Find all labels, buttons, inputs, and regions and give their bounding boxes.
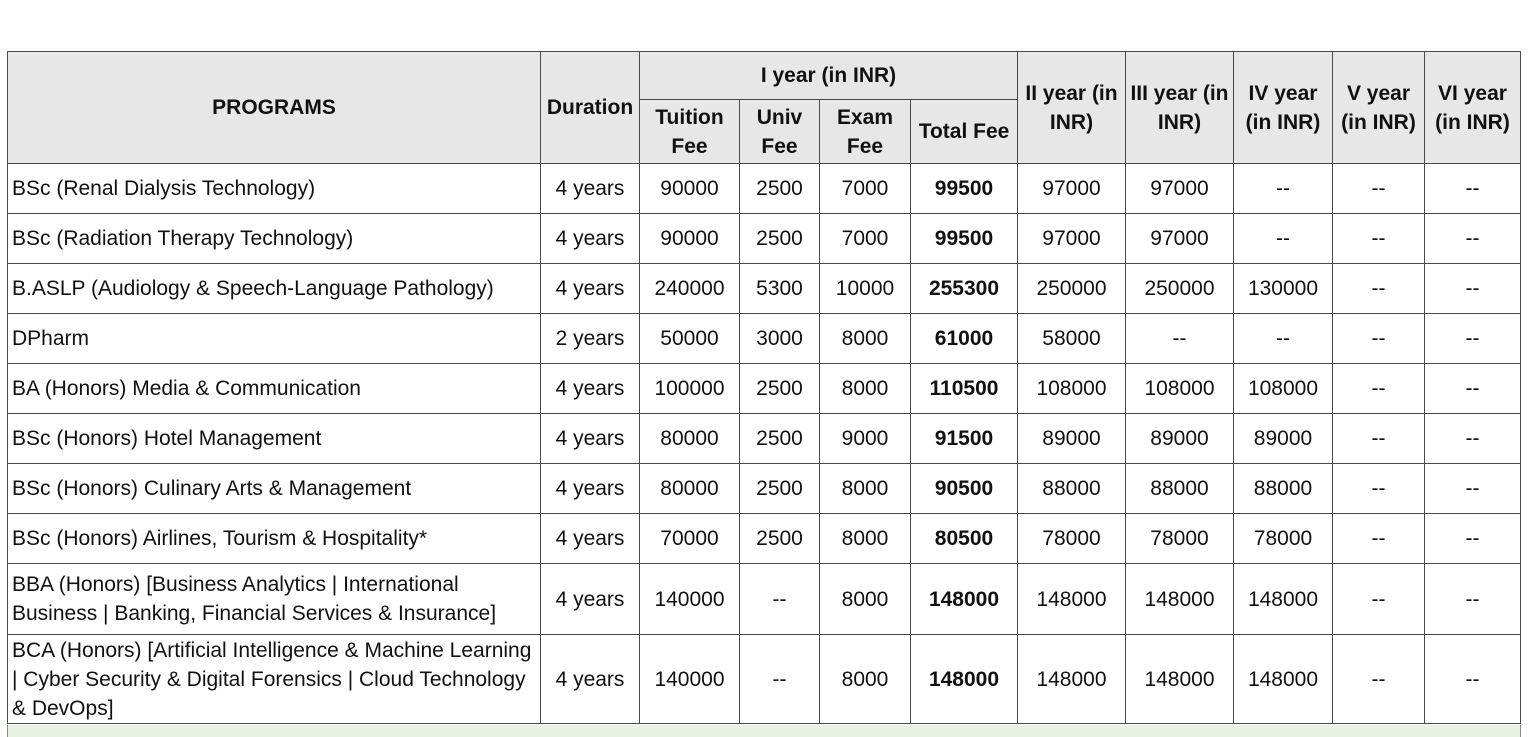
- year2-cell: 78000: [1018, 514, 1126, 564]
- total-cell: 90500: [911, 464, 1018, 514]
- exam-cell: 7000: [820, 164, 911, 214]
- tuition-fee-header: Tuition Fee: [640, 100, 740, 164]
- program-cell: BSc (Renal Dialysis Technology): [8, 164, 541, 214]
- year6-cell: --: [1425, 264, 1521, 314]
- year3-cell: 148000: [1126, 635, 1234, 724]
- tuition-cell: 90000: [640, 214, 740, 264]
- year4-cell: --: [1234, 314, 1333, 364]
- table-body: [8, 164, 1521, 724]
- program-cell: BSc (Honors) Airlines, Tourism & Hospitality*: [8, 514, 541, 564]
- univ-cell: --: [740, 635, 820, 724]
- exam-cell: 8000: [820, 514, 911, 564]
- year2-cell: 250000: [1018, 264, 1126, 314]
- table-row: [8, 264, 1521, 314]
- year5-cell: --: [1333, 314, 1425, 364]
- exam-cell: 8000: [820, 364, 911, 414]
- program-cell: BCA (Honors) [Artificial Intelligence & Machine Learning | Cyber Security & Digital Forensics | Cloud Technology & DevOps]: [8, 635, 541, 724]
- exam-cell: 10000: [820, 264, 911, 314]
- tuition-cell: 140000: [640, 564, 740, 635]
- year2-header: II year (in INR): [1018, 52, 1126, 164]
- year3-cell: 148000: [1126, 564, 1234, 635]
- year5-cell: --: [1333, 214, 1425, 264]
- year3-cell: 88000: [1126, 464, 1234, 514]
- total-cell: 255300: [911, 264, 1018, 314]
- tuition-cell: 80000: [640, 414, 740, 464]
- tuition-cell: 70000: [640, 514, 740, 564]
- duration-cell: 4 years: [541, 464, 640, 514]
- exam-cell: 7000: [820, 214, 911, 264]
- year3-cell: 97000: [1126, 164, 1234, 214]
- total-cell: 148000: [911, 564, 1018, 635]
- duration-cell: 4 years: [541, 564, 640, 635]
- year2-cell: 97000: [1018, 164, 1126, 214]
- year5-cell: --: [1333, 414, 1425, 464]
- year5-cell: --: [1333, 464, 1425, 514]
- total-cell: 80500: [911, 514, 1018, 564]
- year4-header: IV year (in INR): [1234, 52, 1333, 164]
- programs-header: PROGRAMS: [8, 52, 541, 164]
- exam-fee-header: Exam Fee: [820, 100, 911, 164]
- year6-cell: --: [1425, 314, 1521, 364]
- table-row: [8, 635, 1521, 724]
- year4-cell: 148000: [1234, 564, 1333, 635]
- year4-cell: --: [1234, 214, 1333, 264]
- year2-cell: 97000: [1018, 214, 1126, 264]
- univ-cell: 2500: [740, 464, 820, 514]
- table-row: [8, 364, 1521, 414]
- univ-cell: --: [740, 564, 820, 635]
- year4-cell: 108000: [1234, 364, 1333, 414]
- year4-cell: --: [1234, 164, 1333, 214]
- year2-cell: 88000: [1018, 464, 1126, 514]
- univ-cell: 3000: [740, 314, 820, 364]
- program-cell: BSc (Honors) Hotel Management: [8, 414, 541, 464]
- year6-cell: --: [1425, 464, 1521, 514]
- year4-cell: 130000: [1234, 264, 1333, 314]
- program-cell: BBA (Honors) [Business Analytics | International Business | Banking, Financial Services & Insurance]: [8, 564, 541, 635]
- table-row: [8, 464, 1521, 514]
- duration-cell: 4 years: [541, 214, 640, 264]
- tuition-cell: 240000: [640, 264, 740, 314]
- year2-cell: 58000: [1018, 314, 1126, 364]
- program-cell: BSc (Honors) Culinary Arts & Management: [8, 464, 541, 514]
- year6-cell: --: [1425, 214, 1521, 264]
- duration-cell: 4 years: [541, 635, 640, 724]
- year2-cell: 148000: [1018, 635, 1126, 724]
- duration-cell: 4 years: [541, 164, 640, 214]
- year2-cell: 108000: [1018, 364, 1126, 414]
- exam-cell: 8000: [820, 564, 911, 635]
- total-cell: 99500: [911, 214, 1018, 264]
- next-row-band: [7, 725, 1521, 737]
- year5-cell: --: [1333, 514, 1425, 564]
- year6-header: VI year (in INR): [1425, 52, 1521, 164]
- tuition-cell: 100000: [640, 364, 740, 414]
- table-header: [8, 52, 1521, 164]
- table-row: [8, 414, 1521, 464]
- program-cell: BA (Honors) Media & Communication: [8, 364, 541, 414]
- table-row: [8, 514, 1521, 564]
- year3-cell: 78000: [1126, 514, 1234, 564]
- tuition-cell: 140000: [640, 635, 740, 724]
- univ-cell: 2500: [740, 414, 820, 464]
- year3-header: III year (in INR): [1126, 52, 1234, 164]
- total-fee-header: Total Fee: [911, 100, 1018, 164]
- univ-cell: 2500: [740, 164, 820, 214]
- table-row: [8, 164, 1521, 214]
- duration-cell: 2 years: [541, 314, 640, 364]
- year3-cell: --: [1126, 314, 1234, 364]
- year3-cell: 108000: [1126, 364, 1234, 414]
- year2-cell: 89000: [1018, 414, 1126, 464]
- year5-cell: --: [1333, 164, 1425, 214]
- univ-cell: 2500: [740, 364, 820, 414]
- year6-cell: --: [1425, 164, 1521, 214]
- year5-cell: --: [1333, 564, 1425, 635]
- year4-cell: 78000: [1234, 514, 1333, 564]
- univ-cell: 5300: [740, 264, 820, 314]
- duration-header: Duration: [541, 52, 640, 164]
- year2-cell: 148000: [1018, 564, 1126, 635]
- year3-cell: 250000: [1126, 264, 1234, 314]
- year4-cell: 88000: [1234, 464, 1333, 514]
- year5-cell: --: [1333, 264, 1425, 314]
- duration-cell: 4 years: [541, 514, 640, 564]
- year4-cell: 148000: [1234, 635, 1333, 724]
- total-cell: 61000: [911, 314, 1018, 364]
- table-row: [8, 564, 1521, 635]
- program-cell: B.ASLP (Audiology & Speech-Language Pathology): [8, 264, 541, 314]
- total-cell: 110500: [911, 364, 1018, 414]
- year6-cell: --: [1425, 414, 1521, 464]
- year6-cell: --: [1425, 514, 1521, 564]
- year6-cell: --: [1425, 564, 1521, 635]
- duration-cell: 4 years: [541, 364, 640, 414]
- table-row: [8, 214, 1521, 264]
- tuition-cell: 80000: [640, 464, 740, 514]
- year5-header: V year (in INR): [1333, 52, 1425, 164]
- tuition-cell: 50000: [640, 314, 740, 364]
- exam-cell: 8000: [820, 464, 911, 514]
- year5-cell: --: [1333, 635, 1425, 724]
- exam-cell: 8000: [820, 635, 911, 724]
- year4-cell: 89000: [1234, 414, 1333, 464]
- duration-cell: 4 years: [541, 414, 640, 464]
- table-row: [8, 314, 1521, 364]
- tuition-cell: 90000: [640, 164, 740, 214]
- total-cell: 148000: [911, 635, 1018, 724]
- exam-cell: 9000: [820, 414, 911, 464]
- univ-cell: 2500: [740, 514, 820, 564]
- program-cell: DPharm: [8, 314, 541, 364]
- year6-cell: --: [1425, 364, 1521, 414]
- year6-cell: --: [1425, 635, 1521, 724]
- year5-cell: --: [1333, 364, 1425, 414]
- univ-fee-header: Univ Fee: [740, 100, 820, 164]
- program-cell: BSc (Radiation Therapy Technology): [8, 214, 541, 264]
- exam-cell: 8000: [820, 314, 911, 364]
- duration-cell: 4 years: [541, 264, 640, 314]
- total-cell: 99500: [911, 164, 1018, 214]
- year3-cell: 89000: [1126, 414, 1234, 464]
- univ-cell: 2500: [740, 214, 820, 264]
- year1-group-header: I year (in INR): [640, 52, 1018, 100]
- fee-table: [7, 51, 1521, 724]
- total-cell: 91500: [911, 414, 1018, 464]
- year3-cell: 97000: [1126, 214, 1234, 264]
